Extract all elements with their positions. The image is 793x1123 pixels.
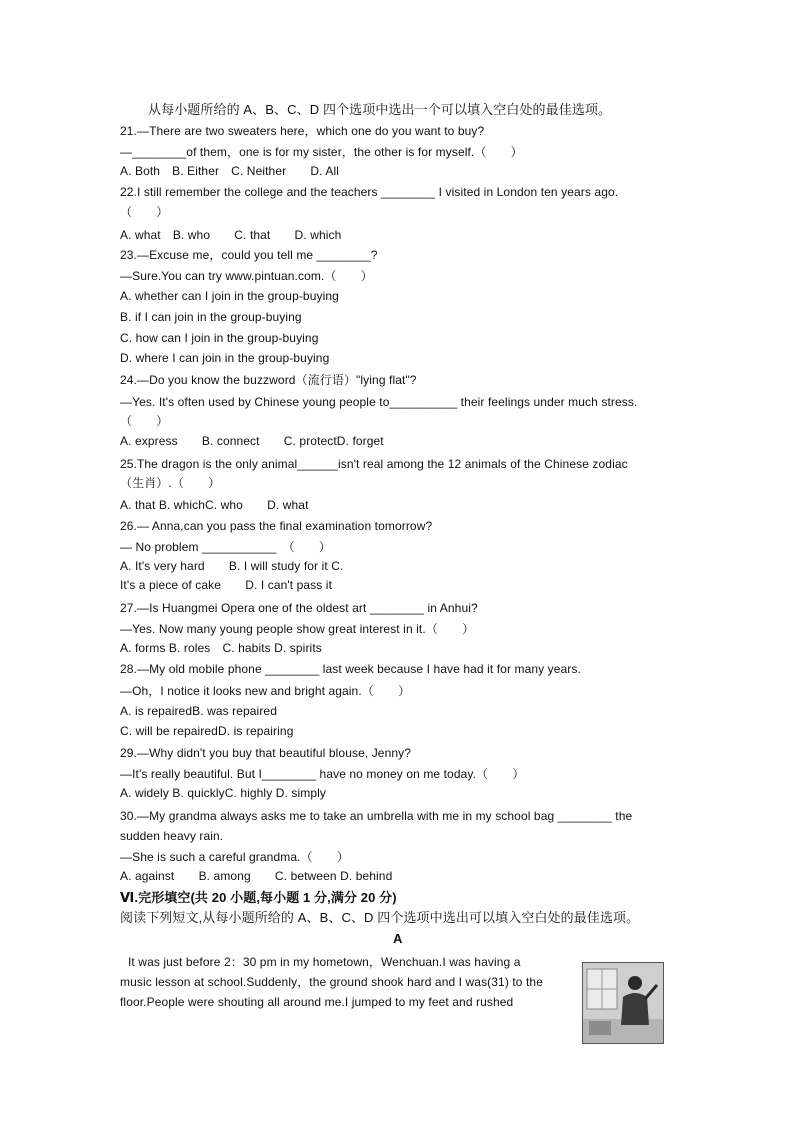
q29-line1: 29.—Why didn't you buy that beautiful blouse, Jenny? bbox=[120, 746, 412, 760]
section-title: Ⅵ.完形填空(共 20 小题,每小题 1 分,满分 20 分) bbox=[120, 890, 397, 905]
q27-options: A. forms B. roles C. habits D. spirits bbox=[120, 641, 322, 655]
q23-option-c: C. how can I join in the group-buying bbox=[120, 331, 319, 345]
q28-line2: —Oh，I notice it looks new and bright again.（ ） bbox=[120, 684, 411, 698]
q30-line2: sudden heavy rain. bbox=[120, 829, 224, 843]
mcq-instructions: 从每小题所给的 A、B、C、D 四个选项中选出一个可以填入空白处的最佳选项。 bbox=[148, 102, 612, 117]
q28-options-line1: A. is repairedB. was repaired bbox=[120, 704, 277, 718]
q26-line1: 26.— Anna,can you pass the final examination tomorrow? bbox=[120, 519, 433, 533]
q23-line2: —Sure.You can try www.pintuan.com.（ ） bbox=[120, 269, 373, 283]
passage-line1: It was just before 2：30 pm in my hometown，Wenchuan.I was having a bbox=[128, 955, 521, 969]
q22-line2: （ ） bbox=[120, 205, 169, 219]
q24-line1: 24.—Do you know the buzzword（流行语）"lying flat"? bbox=[120, 373, 417, 387]
q28-options-line2: C. will be repairedD. is repairing bbox=[120, 724, 294, 738]
passage-label: A bbox=[393, 931, 403, 946]
q22-line1: 22.I still remember the college and the teachers ________ I visited in London ten years ago. bbox=[120, 185, 619, 199]
q29-options: A. widely B. quicklyC. highly D. simply bbox=[120, 786, 326, 800]
passage-line3: floor.People were shouting all around me.I jumped to my feet and rushed bbox=[120, 995, 514, 1009]
q23-option-a: A. whether can I join in the group-buying bbox=[120, 289, 339, 303]
q23-line1: 23.—Excuse me，could you tell me ________? bbox=[120, 248, 378, 262]
q24-line3: （ ） bbox=[120, 414, 169, 428]
q21-options: A. Both B. Either C. Neither D. All bbox=[120, 164, 340, 178]
classroom-picture bbox=[583, 963, 663, 1043]
q22-options: A. what B. who C. that D. which bbox=[120, 228, 342, 242]
q21-line2: —________of them，one is for my sister，the other is for myself.（ ） bbox=[120, 145, 523, 159]
classroom-illustration bbox=[582, 962, 664, 1044]
q21-line1: 21.—There are two sweaters here，which one do you want to buy? bbox=[120, 124, 485, 138]
q28-line1: 28.—My old mobile phone ________ last week because I have had it for many years. bbox=[120, 662, 581, 676]
q30-line1: 30.—My grandma always asks me to take an umbrella with me in my school bag ________ the bbox=[120, 809, 633, 823]
q26-options-line1: A. It's very hard B. I will study for it C. bbox=[120, 559, 344, 573]
q30-options: A. against B. among C. between D. behind bbox=[120, 869, 393, 883]
section-instruction: 阅读下列短文,从每小题所给的 A、B、C、D 四个选项中选出可以填入空白处的最佳选项。 bbox=[120, 910, 640, 925]
q23-option-b: B. if I can join in the group-buying bbox=[120, 310, 302, 324]
q27-line1: 27.—Is Huangmei Opera one of the oldest art ________ in Anhui? bbox=[120, 601, 478, 615]
q27-line2: —Yes. Now many young people show great interest in it.（ ） bbox=[120, 622, 475, 636]
q25-line1: 25.The dragon is the only animal______isn't real among the 12 animals of the Chinese zodiac bbox=[120, 457, 628, 471]
q24-options: A. express B. connect C. protectD. forget bbox=[120, 434, 384, 448]
q26-options-line2: It's a piece of cake D. I can't pass it bbox=[120, 578, 333, 592]
q25-line2: （生肖）.（ ） bbox=[120, 476, 221, 490]
q26-line2: — No problem ___________ （ ） bbox=[120, 540, 332, 554]
q25-options: A. that B. whichC. who D. what bbox=[120, 498, 309, 512]
passage-line2: music lesson at school.Suddenly，the ground shook hard and I was(31) to the bbox=[120, 975, 543, 989]
q24-line2: —Yes. It's often used by Chinese young people to__________ their feelings under much stress. bbox=[120, 395, 638, 409]
q23-option-d: D. where I can join in the group-buying bbox=[120, 351, 330, 365]
q29-line2: —It's really beautiful. But I________ have no money on me today.（ ） bbox=[120, 767, 525, 781]
q30-line3: —She is such a careful grandma.（ ） bbox=[120, 850, 349, 864]
